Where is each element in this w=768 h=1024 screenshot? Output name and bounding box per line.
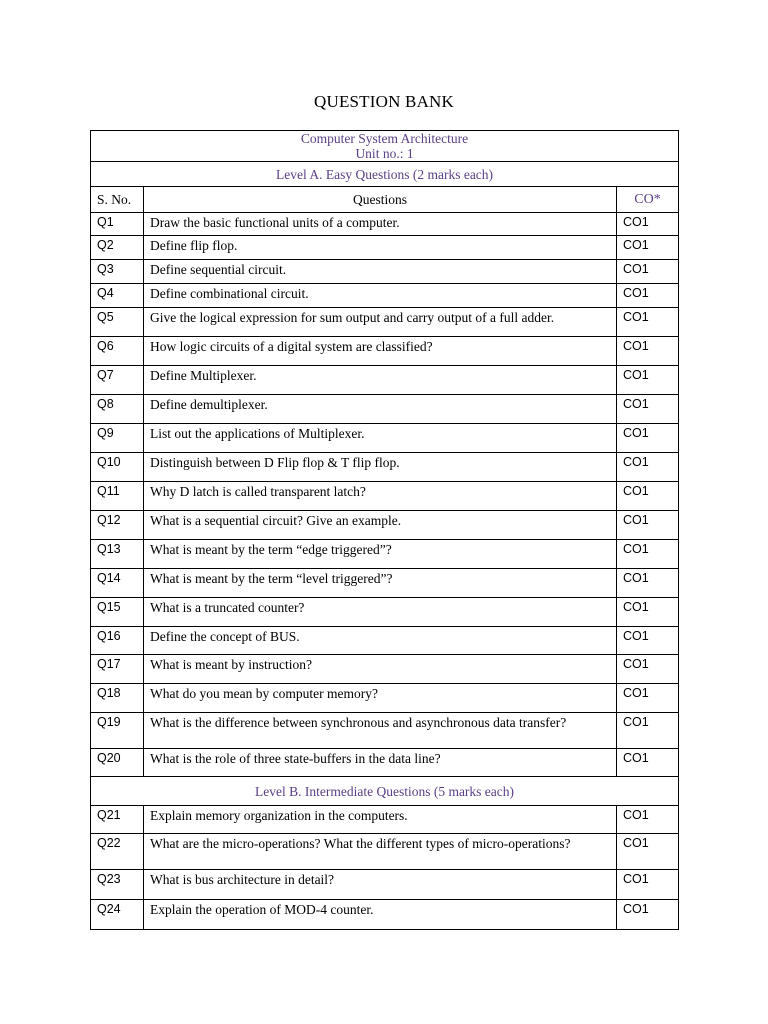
question-number-text: Q23 — [97, 872, 121, 886]
course-outcome-text: CO1 — [623, 215, 649, 229]
question-number-text: Q8 — [97, 397, 114, 411]
question-text — [144, 453, 617, 482]
course-outcome — [617, 308, 679, 337]
question-row — [91, 236, 679, 260]
question-number-text: Q2 — [97, 238, 114, 252]
course-outcome — [617, 260, 679, 284]
question-text-text: Draw the basic functional units of a computer. — [150, 215, 400, 230]
page-title: QUESTION BANK — [313, 92, 454, 111]
course-outcome-text: CO1 — [623, 339, 649, 353]
question-number — [91, 337, 144, 366]
question-number — [91, 870, 144, 900]
subject-title: Computer System Architecture — [300, 131, 469, 146]
question-text — [144, 213, 617, 236]
question-text — [144, 655, 617, 684]
question-row — [91, 308, 679, 337]
question-text — [144, 260, 617, 284]
course-outcome — [617, 806, 679, 834]
course-outcome — [617, 834, 679, 870]
question-number-text: Q21 — [97, 808, 121, 822]
question-text-text: What is the difference between synchronous and asynchronous data transfer? — [150, 715, 567, 730]
question-number — [91, 284, 144, 308]
course-outcome — [617, 749, 679, 777]
question-text — [144, 684, 617, 713]
question-text — [144, 749, 617, 777]
co-header: CO* — [617, 187, 679, 213]
question-number-text: Q19 — [97, 715, 121, 729]
question-number — [91, 424, 144, 453]
question-text — [144, 366, 617, 395]
question-text-text: Define the concept of BUS. — [150, 629, 300, 644]
questions-header: Questions — [144, 187, 617, 213]
sno-header: S. No. — [91, 187, 144, 213]
course-outcome — [617, 395, 679, 424]
question-number-text: Q22 — [97, 836, 121, 850]
question-number-text: Q13 — [97, 542, 121, 556]
course-outcome — [617, 627, 679, 655]
question-text — [144, 308, 617, 337]
question-text-text: What is meant by the term “edge triggered”? — [150, 542, 392, 557]
question-text-text: How logic circuits of a digital system are classified? — [150, 339, 433, 354]
subject-cell — [91, 131, 679, 162]
course-outcome-text: CO1 — [623, 902, 649, 916]
question-number-text: Q9 — [97, 426, 114, 440]
course-outcome — [617, 213, 679, 236]
question-number-text: Q12 — [97, 513, 121, 527]
course-outcome — [617, 284, 679, 308]
question-text — [144, 395, 617, 424]
question-number — [91, 482, 144, 511]
question-text — [144, 627, 617, 655]
question-row — [91, 713, 679, 749]
question-bank-table — [90, 130, 679, 930]
question-row — [91, 684, 679, 713]
question-text-text: What is a truncated counter? — [150, 600, 305, 615]
question-number-text: Q4 — [97, 286, 114, 300]
question-number — [91, 308, 144, 337]
question-number-text: Q16 — [97, 629, 121, 643]
question-text-text: Give the logical expression for sum output and carry output of a full adder. — [150, 310, 555, 325]
course-outcome-text: CO1 — [623, 484, 649, 498]
course-outcome — [617, 482, 679, 511]
question-row — [91, 213, 679, 236]
question-row — [91, 424, 679, 453]
question-text — [144, 870, 617, 900]
question-row — [91, 834, 679, 870]
level-a-heading: Level A. Easy Questions (2 marks each) — [91, 162, 679, 187]
course-outcome — [617, 540, 679, 569]
question-number-text: Q20 — [97, 751, 121, 765]
question-row — [91, 900, 679, 930]
course-outcome — [617, 598, 679, 627]
course-outcome-text: CO1 — [623, 629, 649, 643]
question-text-text: Distinguish between D Flip flop & T flip flop. — [150, 455, 400, 470]
course-outcome — [617, 424, 679, 453]
question-text — [144, 482, 617, 511]
course-outcome — [617, 870, 679, 900]
subject-row — [91, 131, 679, 162]
level-b-heading: Level B. Intermediate Questions (5 marks each) — [91, 777, 679, 806]
question-number-text: Q5 — [97, 310, 114, 324]
question-row — [91, 569, 679, 598]
question-row — [91, 749, 679, 777]
course-outcome — [617, 655, 679, 684]
question-row — [91, 806, 679, 834]
course-outcome-text: CO1 — [623, 686, 649, 700]
question-number — [91, 236, 144, 260]
course-outcome-text: CO1 — [623, 286, 649, 300]
question-text-text: What is the role of three state-buffers in the data line? — [150, 751, 441, 766]
course-outcome-text: CO1 — [623, 310, 649, 324]
question-number-text: Q3 — [97, 262, 114, 276]
course-outcome-text: CO1 — [623, 657, 649, 671]
question-number-text: Q14 — [97, 571, 121, 585]
course-outcome-text: CO1 — [623, 455, 649, 469]
question-number-text: Q15 — [97, 600, 121, 614]
question-text — [144, 713, 617, 749]
question-number — [91, 511, 144, 540]
question-text — [144, 569, 617, 598]
question-row — [91, 366, 679, 395]
question-text-text: Define sequential circuit. — [150, 262, 287, 277]
question-row — [91, 540, 679, 569]
question-number-text: Q1 — [97, 215, 114, 229]
course-outcome — [617, 900, 679, 930]
question-number — [91, 900, 144, 930]
question-number — [91, 684, 144, 713]
question-text-text: Define demultiplexer. — [150, 397, 268, 412]
question-text — [144, 424, 617, 453]
question-text-text: Explain the operation of MOD-4 counter. — [150, 902, 374, 917]
question-text — [144, 806, 617, 834]
question-number — [91, 569, 144, 598]
question-number — [91, 598, 144, 627]
question-number — [91, 713, 144, 749]
question-text — [144, 337, 617, 366]
question-number — [91, 749, 144, 777]
course-outcome — [617, 337, 679, 366]
course-outcome-text: CO1 — [623, 571, 649, 585]
question-row — [91, 260, 679, 284]
question-number — [91, 655, 144, 684]
course-outcome-text: CO1 — [623, 542, 649, 556]
question-text-text: What is bus architecture in detail? — [150, 872, 335, 887]
question-text-text: Define Multiplexer. — [150, 368, 257, 383]
question-number — [91, 540, 144, 569]
course-outcome-text: CO1 — [623, 513, 649, 527]
course-outcome — [617, 569, 679, 598]
course-outcome-text: CO1 — [623, 872, 649, 886]
question-number — [91, 366, 144, 395]
unit-number: Unit no.: 1 — [355, 146, 414, 161]
question-number — [91, 627, 144, 655]
question-text-text: What is meant by the term “level triggered”? — [150, 571, 393, 586]
question-text — [144, 598, 617, 627]
course-outcome-text: CO1 — [623, 751, 649, 765]
question-text — [144, 284, 617, 308]
question-row — [91, 511, 679, 540]
course-outcome-text: CO1 — [623, 836, 649, 850]
course-outcome — [617, 713, 679, 749]
question-text-text: Define flip flop. — [150, 238, 238, 253]
question-row — [91, 337, 679, 366]
course-outcome-text: CO1 — [623, 600, 649, 614]
level-b-row — [91, 777, 679, 806]
course-outcome-text: CO1 — [623, 397, 649, 411]
question-row — [91, 395, 679, 424]
question-row — [91, 655, 679, 684]
question-text — [144, 834, 617, 870]
question-row — [91, 284, 679, 308]
question-number-text: Q18 — [97, 686, 121, 700]
question-row — [91, 870, 679, 900]
question-text-text: What do you mean by computer memory? — [150, 686, 378, 701]
question-text-text: Explain memory organization in the computers. — [150, 808, 408, 823]
column-header-row — [91, 187, 679, 213]
course-outcome — [617, 684, 679, 713]
question-text-text: What are the micro-operations? What the different types of micro-operations? — [150, 836, 571, 851]
question-text-text: What is a sequential circuit? Give an example. — [150, 513, 402, 528]
question-text — [144, 900, 617, 930]
course-outcome-text: CO1 — [623, 715, 649, 729]
course-outcome-text: CO1 — [623, 808, 649, 822]
question-number-text: Q17 — [97, 657, 121, 671]
question-number-text: Q6 — [97, 339, 114, 353]
course-outcome — [617, 366, 679, 395]
question-text-text: What is meant by instruction? — [150, 657, 312, 672]
question-number-text: Q24 — [97, 902, 121, 916]
course-outcome-text: CO1 — [623, 262, 649, 276]
question-number — [91, 213, 144, 236]
question-row — [91, 627, 679, 655]
course-outcome — [617, 511, 679, 540]
level-a-row — [91, 162, 679, 187]
course-outcome-text: CO1 — [623, 238, 649, 252]
question-number — [91, 834, 144, 870]
question-number — [91, 260, 144, 284]
question-text-text: Why D latch is called transparent latch? — [150, 484, 366, 499]
question-number-text: Q10 — [97, 455, 121, 469]
course-outcome-text: CO1 — [623, 368, 649, 382]
question-text — [144, 511, 617, 540]
question-row — [91, 453, 679, 482]
course-outcome — [617, 453, 679, 482]
question-row — [91, 482, 679, 511]
course-outcome-text: CO1 — [623, 426, 649, 440]
question-number — [91, 806, 144, 834]
question-number — [91, 453, 144, 482]
question-text — [144, 540, 617, 569]
question-number — [91, 395, 144, 424]
question-number-text: Q7 — [97, 368, 114, 382]
question-text — [144, 236, 617, 260]
question-text-text: List out the applications of Multiplexer. — [150, 426, 365, 441]
question-row — [91, 598, 679, 627]
course-outcome — [617, 236, 679, 260]
question-text-text: Define combinational circuit. — [150, 286, 309, 301]
question-number-text: Q11 — [97, 484, 120, 498]
